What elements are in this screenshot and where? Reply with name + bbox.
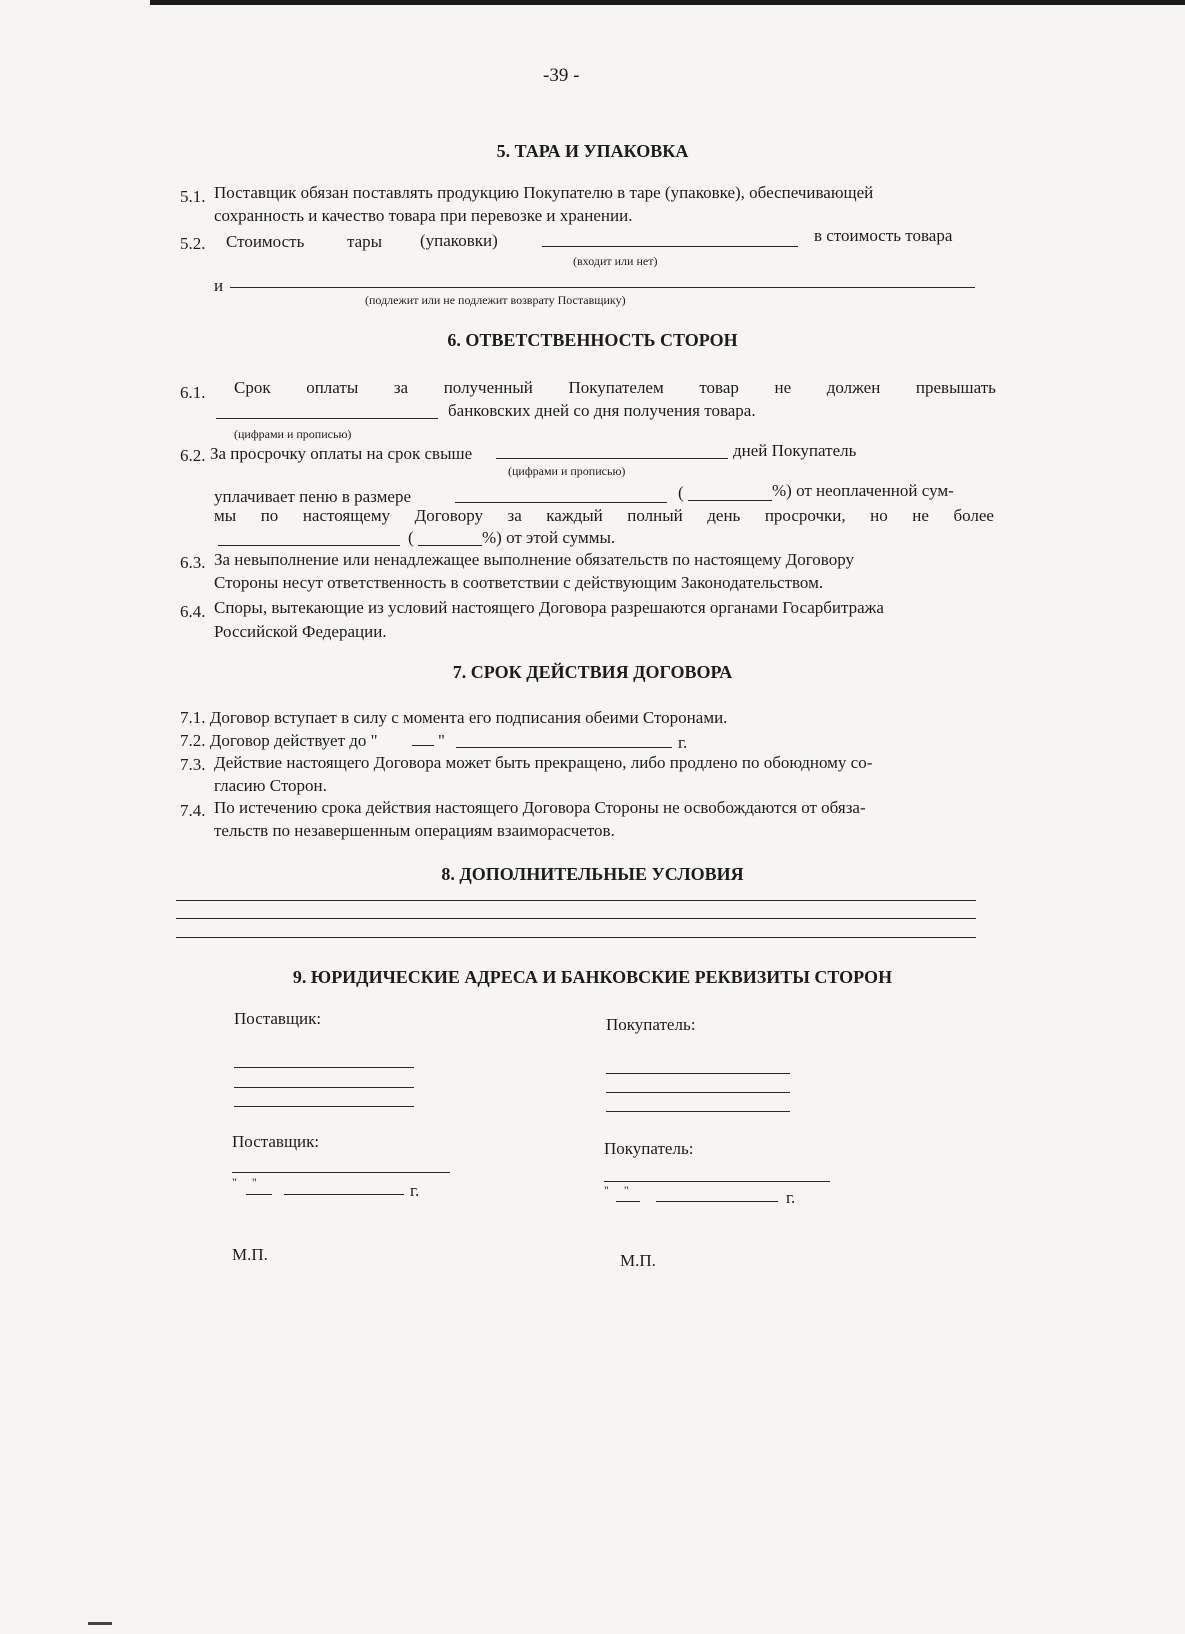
penalty-max-amount-blank: [218, 545, 400, 546]
clause-5-2-number: 5.2.: [180, 234, 206, 253]
clause-6-1-line-1: [234, 378, 996, 398]
clause-6-2-line-1a: За просрочку оплаты на срок свыше: [210, 444, 473, 463]
w: но: [870, 506, 888, 525]
clause-7-2-c: г.: [678, 733, 688, 752]
supplier-date-year: г.: [410, 1181, 420, 1200]
supplier-details-line-1: [234, 1067, 414, 1068]
w: полученный: [443, 378, 533, 397]
supplier-details-line-2: [234, 1087, 414, 1088]
clause-5-2-and: и: [214, 276, 224, 295]
w: полный: [627, 506, 683, 525]
clause-6-2-line-4b: %) от этой суммы.: [482, 528, 616, 547]
w: не: [774, 378, 792, 397]
clause-5-1-line-2: сохранность и качество товара при перевозке и хранении.: [214, 206, 633, 225]
w: Покупателем: [568, 378, 664, 397]
clause-6-2-line-1b: дней Покупатель: [733, 441, 857, 460]
supplier-details-line-3: [234, 1106, 414, 1107]
buyer-stamp: М.П.: [620, 1251, 656, 1270]
supplier-sign-label: Поставщик:: [232, 1132, 320, 1151]
supplier-date-day-blank: [246, 1194, 272, 1195]
w: день: [707, 506, 741, 525]
clause-5-2-word-2: тары: [347, 232, 383, 251]
section-6-title: 6. ОТВЕТСТВЕННОСТЬ СТОРОН: [447, 330, 738, 350]
clause-6-2-line-2a: уплачивает пеню в размере: [214, 487, 412, 506]
buyer-label: Покупатель:: [606, 1015, 696, 1034]
clause-7-2-a: 7.2. Договор действует до ": [180, 731, 378, 750]
clause-6-2-paren-open-2: (: [408, 528, 414, 547]
clause-7-1: 7.1. Договор вступает в силу с момента его подписания обеими Сторонами.: [180, 708, 728, 727]
buyer-sign-label: Покупатель:: [604, 1139, 694, 1158]
w: за: [507, 506, 522, 525]
clause-6-2-number: 6.2.: [180, 446, 206, 465]
clause-7-4-number: 7.4.: [180, 801, 206, 820]
clause-7-4-line-2: тельств по незавершенным операциям взаиморасчетов.: [214, 821, 615, 840]
w: Договору: [414, 506, 483, 525]
overdue-days-blank: [496, 458, 728, 459]
buyer-date-day-blank: [616, 1201, 640, 1202]
buyer-details-line-3: [606, 1111, 790, 1112]
w: просрочки,: [764, 506, 846, 525]
section-9-title: 9. ЮРИДИЧЕСКИЕ АДРЕСА И БАНКОВСКИЕ РЕКВИЗИТЫ СТОРОН: [292, 967, 893, 987]
additional-terms-line-3: [176, 937, 976, 938]
clause-5-2-hint: (входит или нет): [573, 254, 658, 268]
supplier-date-month-blank: [284, 1194, 404, 1195]
buyer-date-quotes: " ": [604, 1183, 629, 1197]
clause-7-3-number: 7.3.: [180, 755, 206, 774]
end-day-blank: [412, 745, 434, 746]
clause-6-2-line-2c: %) от неоплаченной сум-: [772, 481, 954, 500]
page-number: -39 -: [543, 65, 580, 86]
clause-5-2-tail: в стоимость товара: [814, 226, 953, 245]
section-5-title: 5. ТАРА И УПАКОВКА: [496, 141, 689, 161]
clause-5-2-hint-2: (подлежит или не подлежит возврату Поставщику): [365, 293, 626, 307]
w: настоящему: [302, 506, 391, 525]
supplier-label: Поставщик:: [234, 1009, 322, 1028]
w: каждый: [546, 506, 603, 525]
w: Срок: [234, 378, 271, 397]
w: более: [953, 506, 994, 525]
clause-5-1-line-1: Поставщик обязан поставлять продукцию Покупателю в таре (упаковке), обеспечивающей: [214, 183, 874, 202]
clause-6-1-hint: (цифрами и прописью): [234, 427, 352, 441]
clause-6-1-number: 6.1.: [180, 383, 206, 402]
w: за: [393, 378, 409, 397]
buyer-date-month-blank: [656, 1201, 778, 1202]
clause-6-2-hint: (цифрами и прописью): [508, 464, 626, 478]
w: товар: [699, 378, 739, 397]
payment-days-blank: [216, 418, 438, 419]
additional-terms-line-1: [176, 900, 976, 901]
buyer-signature-line: [604, 1181, 830, 1182]
clause-6-3-number: 6.3.: [180, 553, 206, 572]
clause-7-2-b: ": [438, 731, 445, 750]
tare-included-blank: [542, 246, 798, 247]
end-month-blank: [456, 747, 672, 748]
clause-6-3-line-2: Стороны несут ответственность в соответствии с действующим Законодательством.: [214, 573, 824, 592]
buyer-date-year: г.: [786, 1188, 796, 1207]
w: по: [260, 506, 279, 525]
tare-return-blank: [230, 287, 975, 288]
clause-6-1-line-2: банковских дней со дня получения товара.: [448, 401, 756, 420]
supplier-stamp: М.П.: [232, 1245, 268, 1264]
w: оплаты: [306, 378, 359, 397]
clause-7-3-line-1: Действие настоящего Договора может быть прекращено, либо продлено по обоюдному со-: [214, 753, 873, 772]
clause-7-4-line-1: По истечению срока действия настоящего Договора Стороны не освобождаются от обяза-: [214, 798, 866, 817]
buyer-details-line-1: [606, 1073, 790, 1074]
clause-7-3-line-2: гласию Сторон.: [214, 776, 327, 795]
supplier-signature-line: [232, 1172, 450, 1173]
penalty-max-percent-blank: [418, 545, 482, 546]
section-8-title: 8. ДОПОЛНИТЕЛЬНЫЕ УСЛОВИЯ: [441, 864, 744, 884]
section-7-title: 7. СРОК ДЕЙСТВИЯ ДОГОВОРА: [452, 662, 733, 682]
penalty-percent-blank: [688, 500, 772, 501]
clause-6-4-line-1: Споры, вытекающие из условий настоящего Договора разрешаются органами Госарбитража: [214, 598, 884, 617]
w: не: [912, 506, 929, 525]
supplier-date-quotes: " ": [232, 1175, 257, 1189]
penalty-amount-blank: [455, 502, 667, 503]
scan-top-border: [150, 0, 1185, 5]
clause-5-2-word-3: (упаковки): [420, 231, 498, 250]
additional-terms-line-2: [176, 918, 976, 919]
clause-5-2-word-1: Стоимость: [226, 232, 305, 251]
clause-5-1-number: 5.1.: [180, 187, 206, 206]
buyer-details-line-2: [606, 1092, 790, 1093]
w: должен: [826, 378, 881, 397]
clause-6-4-line-2: Российской Федерации.: [214, 622, 387, 641]
w: мы: [214, 506, 237, 525]
clause-6-3-line-1: За невыполнение или ненадлежащее выполнение обязательств по настоящему Договору: [214, 550, 854, 569]
clause-6-4-number: 6.4.: [180, 602, 206, 621]
w: превышать: [915, 378, 996, 397]
clause-6-2-line-3: [214, 506, 994, 526]
clause-6-2-paren-open: (: [678, 483, 684, 502]
scan-corner-mark: [88, 1622, 112, 1625]
